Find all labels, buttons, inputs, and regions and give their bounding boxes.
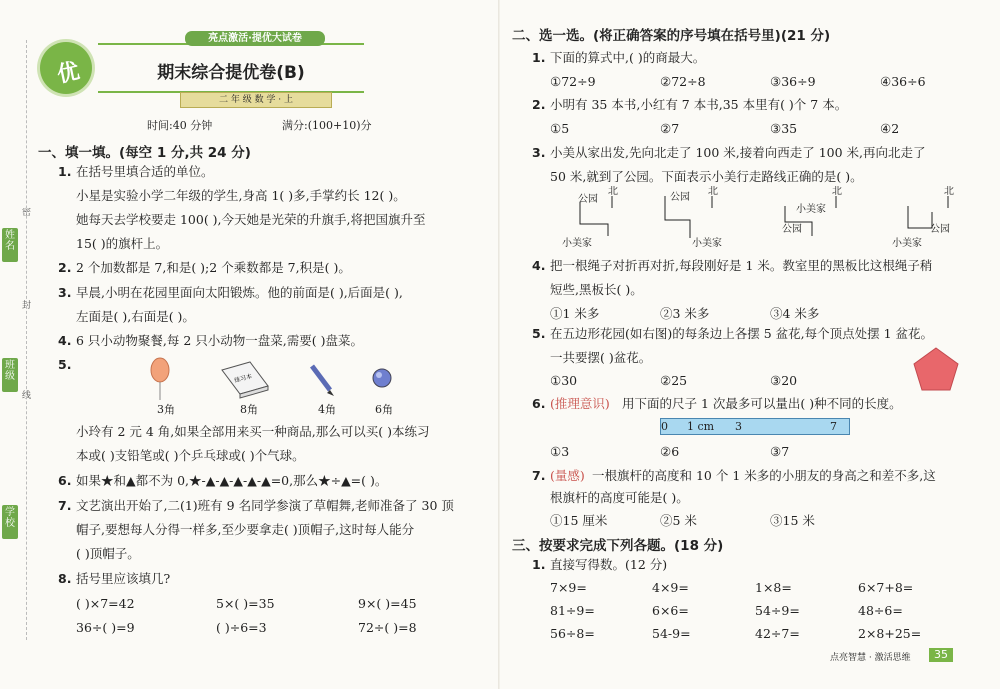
svg-text:小美家: 小美家 bbox=[692, 238, 722, 249]
q5-price-notebook: 8角 bbox=[240, 403, 258, 416]
q7-line: 文艺演出开始了,二(1)班有 9 名同学参演了草帽舞,老师准备了 30 顶 bbox=[76, 498, 454, 513]
calc-item: 56÷8= bbox=[550, 626, 595, 641]
q6-number: 6. bbox=[532, 396, 546, 411]
q3-route-diagrams bbox=[550, 186, 970, 250]
option: ①15 厘米 bbox=[550, 513, 608, 528]
q8-blank: ( )×7=42 bbox=[76, 596, 135, 611]
q5-line: 一共要摆( )盆花。 bbox=[550, 350, 652, 365]
svg-text:公园: 公园 bbox=[670, 192, 690, 203]
q3-line: 50 米,就到了公园。下面表示小美行走路线正确的是( )。 bbox=[550, 169, 863, 184]
q3-line: 左面是( ),右面是( )。 bbox=[76, 309, 195, 324]
option: ③20 bbox=[770, 373, 798, 388]
q7-line: 帽子,要想每人分得一样多,至少要拿走( )顶帽子,这时每人能分 bbox=[76, 522, 415, 537]
pencil-icon bbox=[312, 366, 334, 396]
calc-item: 81÷9= bbox=[550, 603, 595, 618]
section-2-title: 二、选一选。(将正确答案的序号填在括号里)(21 分) bbox=[512, 28, 831, 44]
q5-line: 本或( )支铅笔或( )个乒乓球或( )个气球。 bbox=[76, 448, 305, 463]
calc-item: 54-9= bbox=[652, 626, 691, 641]
calc-item: 48÷6= bbox=[858, 603, 903, 618]
option: ②3 米多 bbox=[660, 306, 710, 321]
q8-blank: 72÷( )=8 bbox=[358, 620, 417, 635]
seal-text-2: 封 bbox=[22, 301, 32, 311]
q3-number: 3. bbox=[532, 145, 546, 160]
q8-number: 8. bbox=[58, 571, 72, 586]
q4-text: 6 只小动物聚餐,每 2 只小动物一盘菜,需要( )盘菜。 bbox=[76, 333, 364, 348]
q2-text: 小明有 35 本书,小红有 7 本书,35 本里有( )个 7 本。 bbox=[550, 97, 848, 112]
svg-text:北: 北 bbox=[608, 186, 618, 197]
option: ②72÷8 bbox=[660, 74, 706, 89]
q3-line: 小美从家出发,先向北走了 100 米,接着向西走了 100 米,再向北走了 bbox=[550, 145, 926, 160]
seal-line bbox=[26, 40, 27, 640]
q1-number: 1. bbox=[58, 164, 72, 179]
ruler-mark: 0 bbox=[661, 420, 668, 433]
balloon-icon bbox=[151, 358, 169, 400]
calc-item: 4×9= bbox=[652, 580, 689, 595]
pentagon-garden-icon bbox=[912, 346, 960, 392]
q2-number: 2. bbox=[532, 97, 546, 112]
svg-text:公园: 公园 bbox=[930, 224, 950, 235]
option: ③4 米多 bbox=[770, 306, 820, 321]
option: ②6 bbox=[660, 444, 680, 459]
route-option-c bbox=[782, 186, 842, 236]
notebook-icon bbox=[222, 362, 268, 398]
q1-line: 她每天去学校要走 100( ),今天她是光荣的升旗手,将把国旗升至 bbox=[76, 212, 426, 227]
option: ②7 bbox=[660, 121, 680, 136]
q1-line: 在括号里填合适的单位。 bbox=[76, 164, 214, 179]
q2-number: 2. bbox=[58, 260, 72, 275]
route-option-b bbox=[665, 186, 722, 249]
gutter-class-label: 班级 bbox=[2, 358, 18, 392]
ping-pong-ball-icon bbox=[373, 369, 391, 387]
q6-number: 6. bbox=[58, 473, 72, 488]
route-option-a bbox=[562, 186, 618, 249]
page-number: 35 bbox=[929, 648, 953, 662]
calc-title: 直接写得数。(12 分) bbox=[550, 557, 668, 572]
q8-blank: 5×( )=35 bbox=[216, 596, 275, 611]
q6-text: 如果★和▲都不为 0,★-▲-▲-▲-▲-▲=0,那么★÷▲=( )。 bbox=[76, 473, 388, 488]
svg-text:公园: 公园 bbox=[578, 194, 598, 205]
q8-blank: 36÷( )=9 bbox=[76, 620, 135, 635]
svg-text:公园: 公园 bbox=[782, 224, 802, 235]
page-title: 期末综合提优卷(B) bbox=[157, 63, 305, 83]
q7-tag: (量感) bbox=[550, 468, 585, 483]
q6-tag: (推理意识) bbox=[550, 396, 610, 411]
q5-price-ball: 6角 bbox=[375, 403, 393, 416]
option: ③35 bbox=[770, 121, 798, 136]
section-3-title: 三、按要求完成下列各题。(18 分) bbox=[512, 538, 724, 554]
svg-text:北: 北 bbox=[708, 186, 718, 197]
option: ②25 bbox=[660, 373, 688, 388]
q5-price-pencil: 4角 bbox=[318, 403, 336, 416]
section-1-title: 一、填一填。(每空 1 分,共 24 分) bbox=[38, 145, 251, 161]
svg-text:小美家: 小美家 bbox=[796, 204, 826, 215]
q4-number: 4. bbox=[532, 258, 546, 273]
svg-text:北: 北 bbox=[832, 186, 842, 197]
option: ③7 bbox=[770, 444, 790, 459]
calc-item: 7×9= bbox=[550, 580, 587, 595]
option: ④2 bbox=[880, 121, 900, 136]
calc-item: 2×8+25= bbox=[858, 626, 922, 641]
q1-line: 小星是实验小学二年级的学生,身高 1( )多,手掌约长 12( )。 bbox=[76, 188, 406, 203]
q5-number: 5. bbox=[532, 326, 546, 341]
q5-items-illustration bbox=[140, 356, 410, 406]
calc-item: 54÷9= bbox=[755, 603, 800, 618]
q2-text: 2 个加数都是 7,和是( );2 个乘数都是 7,积是( )。 bbox=[76, 260, 351, 275]
q8-blank: 9×( )=45 bbox=[358, 596, 417, 611]
calc-item: 42÷7= bbox=[755, 626, 800, 641]
q5-line: 小玲有 2 元 4 角,如果全部用来买一种商品,那么可以买( )本练习 bbox=[76, 424, 430, 439]
q5-line: 在五边形花园(如右图)的每条边上各摆 5 盆花,每个顶点处摆 1 盆花。 bbox=[550, 326, 934, 341]
calc-item: 6×7+8= bbox=[858, 580, 914, 595]
option: ①5 bbox=[550, 121, 570, 136]
seal-text-1: 密 bbox=[22, 208, 32, 218]
svg-text:北: 北 bbox=[944, 186, 954, 197]
q8-title: 括号里应该填几? bbox=[76, 571, 171, 586]
route-option-d bbox=[892, 186, 954, 249]
q1-text: 下面的算式中,( )的商最大。 bbox=[550, 50, 706, 65]
option: ①3 bbox=[550, 444, 570, 459]
calc-item: 1×8= bbox=[755, 580, 792, 595]
calc-number: 1. bbox=[532, 557, 546, 572]
q7-line: 根旗杆的高度可能是( )。 bbox=[550, 490, 689, 505]
q8-blank: ( )÷6=3 bbox=[216, 620, 267, 635]
q7-line: 一根旗杆的高度和 10 个 1 米多的小朋友的身高之和差不多,这 bbox=[592, 468, 936, 483]
q4-line: 短些,黑板长( )。 bbox=[550, 282, 643, 297]
q3-line: 早晨,小明在花园里面向太阳锻炼。他的前面是( ),后面是( ), bbox=[76, 285, 403, 300]
option: ②5 米 bbox=[660, 513, 697, 528]
svg-text:小美家: 小美家 bbox=[892, 238, 922, 249]
ruler-mark: 7 bbox=[830, 420, 837, 433]
svg-text:小美家: 小美家 bbox=[562, 238, 592, 249]
calc-item: 6×6= bbox=[652, 603, 689, 618]
option: ①1 米多 bbox=[550, 306, 600, 321]
ruler-mark: 3 bbox=[735, 420, 742, 433]
q7-number: 7. bbox=[532, 468, 546, 483]
option: ③36÷9 bbox=[770, 74, 816, 89]
option: ①30 bbox=[550, 373, 578, 388]
page-fold bbox=[498, 0, 500, 689]
q6-text: 用下面的尺子 1 次最多可以量出( )种不同的长度。 bbox=[622, 396, 902, 411]
q4-number: 4. bbox=[58, 333, 72, 348]
option: ①72÷9 bbox=[550, 74, 596, 89]
gutter-name-label: 姓名 bbox=[2, 228, 18, 262]
header-tag: 亮点激活·提优大试卷 bbox=[185, 31, 325, 46]
q5-number: 5. bbox=[58, 357, 72, 372]
q4-line: 把一根绳子对折再对折,每段刚好是 1 米。教室里的黑板比这根绳子稍 bbox=[550, 258, 933, 273]
option: ④36÷6 bbox=[880, 74, 926, 89]
q5-price-balloon: 3角 bbox=[157, 403, 175, 416]
q7-line: ( )顶帽子。 bbox=[76, 546, 140, 561]
exam-time: 时间:40 分钟 bbox=[147, 119, 213, 132]
badge-label: 优 bbox=[55, 58, 82, 88]
q3-number: 3. bbox=[58, 285, 72, 300]
exam-score: 满分:(100+10)分 bbox=[282, 119, 372, 132]
notebook-label: 练习本 bbox=[233, 372, 253, 385]
ruler-mark: 1 cm bbox=[687, 420, 715, 433]
seal-text-3: 线 bbox=[22, 391, 32, 401]
gutter-school-label: 学校 bbox=[2, 505, 18, 539]
q1-line: 15( )的旗杆上。 bbox=[76, 236, 169, 251]
q7-number: 7. bbox=[58, 498, 72, 513]
grade-ribbon: 二 年 级 数 学 · 上 bbox=[180, 92, 332, 108]
q1-number: 1. bbox=[532, 50, 546, 65]
option: ③15 米 bbox=[770, 513, 815, 528]
footer-brand: 点亮智慧 · 激活思维 bbox=[830, 653, 911, 663]
